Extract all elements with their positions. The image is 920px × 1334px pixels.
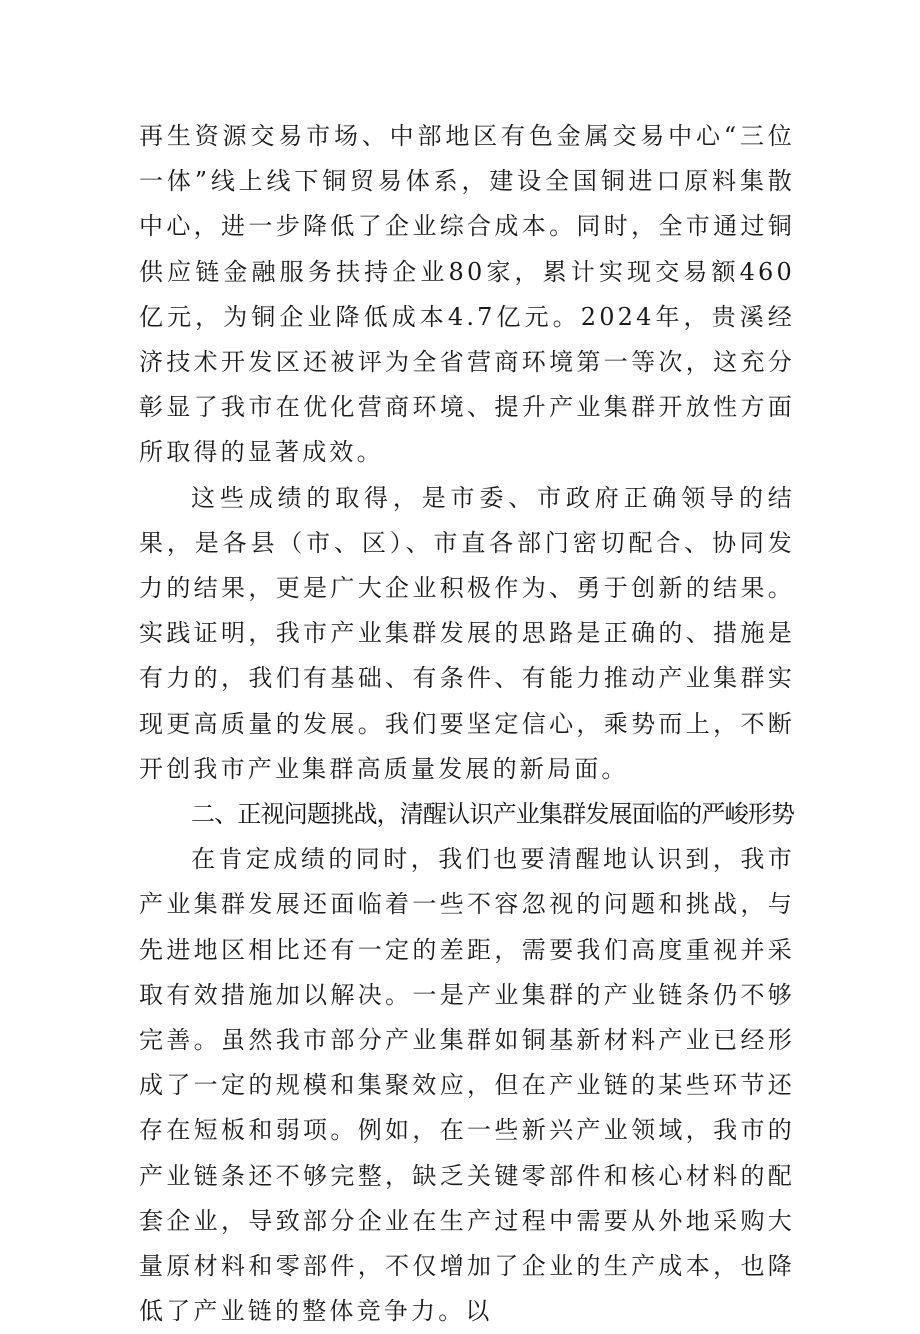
section-heading-2: 二、正视问题挑战，清醒认识产业集群发展面临的严峻形势 [191,800,795,829]
paragraph-continued: 再生资源交易市场、中部地区有色金属交易中心“三位一体”线上线下铜贸易体系，建设全国铜进口原料集散中心，进一步降低了企业综合成本。同时，全市通过铜供应链金融服务扶持企业80家，累计实现交易额460亿元，为铜企业降低成本4.7亿元。2024年，贵溪经济技术开发区还被评为全省营商环境第一等次，这充分彰显了我市在优化营商环境、提升产业集群开放性方面所取得的显著成效。 [139,122,795,467]
paragraph-achievements-summary: 这些成绩的取得，是市委、市政府正确领导的结果，是各县（市、区）、市直各部门密切配合、协同发力的结果，更是广大企业积极作为、勇于创新的结果。实践证明，我市产业集群发展的思路是正确的、措施是有力的，我们有基础、有条件、有能力推动产业集群实现更高质量的发展。我们要坚定信心，乘势而上，不断开创我市产业集群高质量发展的新局面。 [139,483,795,783]
document-body [139,114,795,1334]
paragraph-problems: 在肯定成绩的同时，我们也要清醒地认识到，我市产业集群发展还面临着一些不容忽视的问题和挑战，与先进地区相比还有一定的差距，需要我们高度重视并采取有效措施加以解决。一是产业集群的产业链条仍不够完善。虽然我市部分产业集群如铜基新材料产业已经形成了一定的规模和集聚效应，但在产业链的某些环节还存在短板和弱项。例如，在一些新兴产业领域，我市的产业链条还不够完整，缺乏关键零部件和核心材料的配套企业，导致部分企业在生产过程中需要从外地采购大量原材料和零部件，不仅增加了企业的生产成本，也降低了产业链的整体竞争力。以 [139,845,795,1326]
